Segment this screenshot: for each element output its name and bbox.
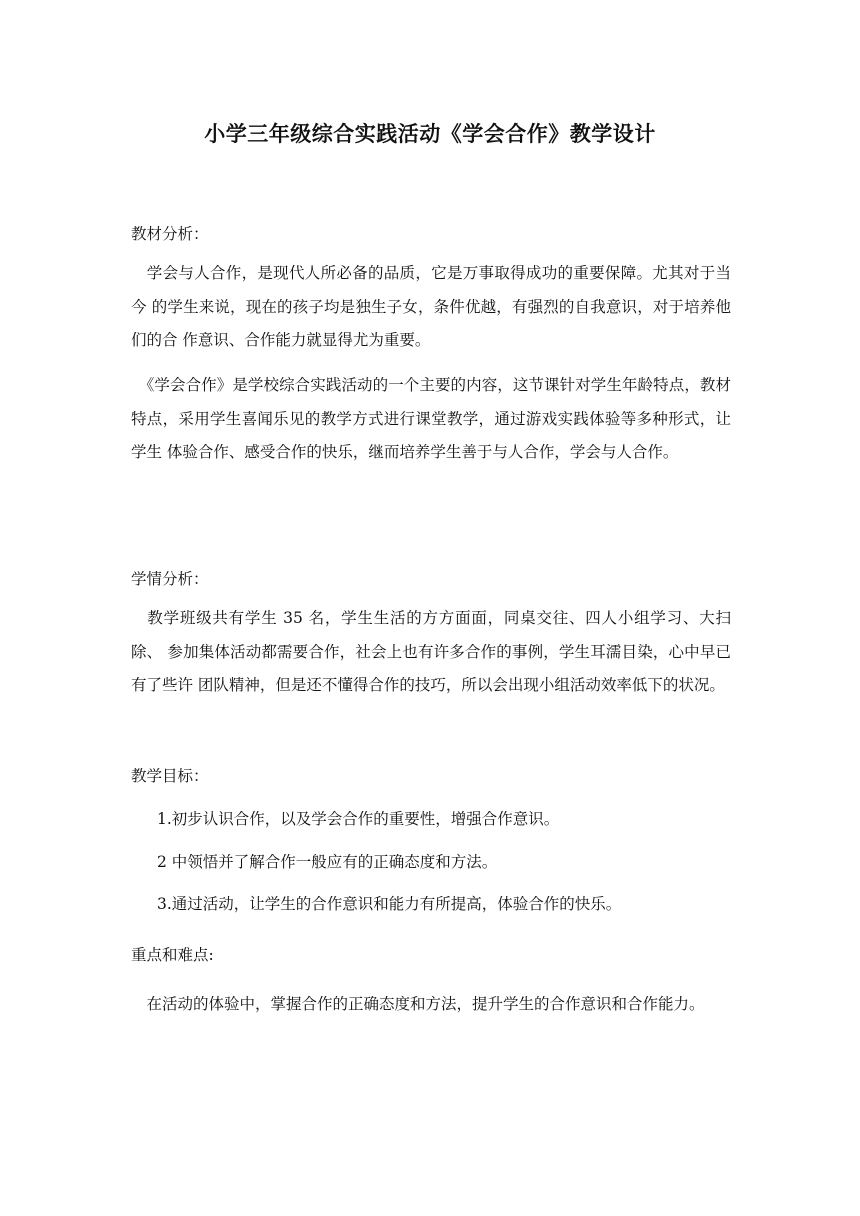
key-points-paragraph: 在活动的体验中，掌握合作的正确态度和方法，提升学生的合作意识和合作能力。 — [131, 995, 705, 1013]
section-heading-key-points: 重点和难点: — [131, 946, 214, 964]
textbook-analysis-paragraph-2: 《学会合作》是学校综合实践活动的一个主要的内容，这节课针对学生年龄特点，教材 特点，采用学生喜闻乐见的教学方式进行课堂教学，通过游戏实践体验等多种形式，让学生 体验合作、感受合作的快乐，继而培养学生善于与人合作，学会与人合作。 — [131, 376, 731, 461]
document-title: 小学三年级综合实践活动《学会合作》教学设计 — [204, 122, 656, 146]
section-heading-teaching-goals: 教学目标： — [131, 767, 209, 785]
teaching-goal-item: 2 中领悟并了解合作一般应有的正确态度和方法。 — [157, 853, 498, 871]
teaching-goal-item: 3.通过活动，让学生的合作意识和能力有所提高，体验合作的快乐。 — [157, 895, 622, 913]
teaching-goal-item: 1.初步认识合作，以及学会合作的重要性，增强合作意识。 — [157, 810, 560, 828]
textbook-analysis-paragraph-1: 学会与人合作，是现代人所必备的品质，它是万事取得成功的重要保障。尤其对于当今 的学生来说，现在的孩子均是独生子女，条件优越，有强烈的自我意识，对于培养他们的合 作意识、合作能力就显得尤为重要。 — [131, 264, 731, 349]
student-analysis-paragraph: 教学班级共有学生 35 名，学生生活的方方面面，同桌交往、四人小组学习、大扫除、 参加集体活动都需要合作，社会上也有许多合作的事例，学生耳濡目染，心中早已有了些许 团队精神，但是还不懂得合作的技巧，所以会出现小组活动效率低下的状况。 — [131, 609, 731, 694]
section-heading-student-analysis: 学情分析： — [131, 570, 209, 588]
section-heading-textbook-analysis: 教材分析： — [131, 225, 209, 243]
